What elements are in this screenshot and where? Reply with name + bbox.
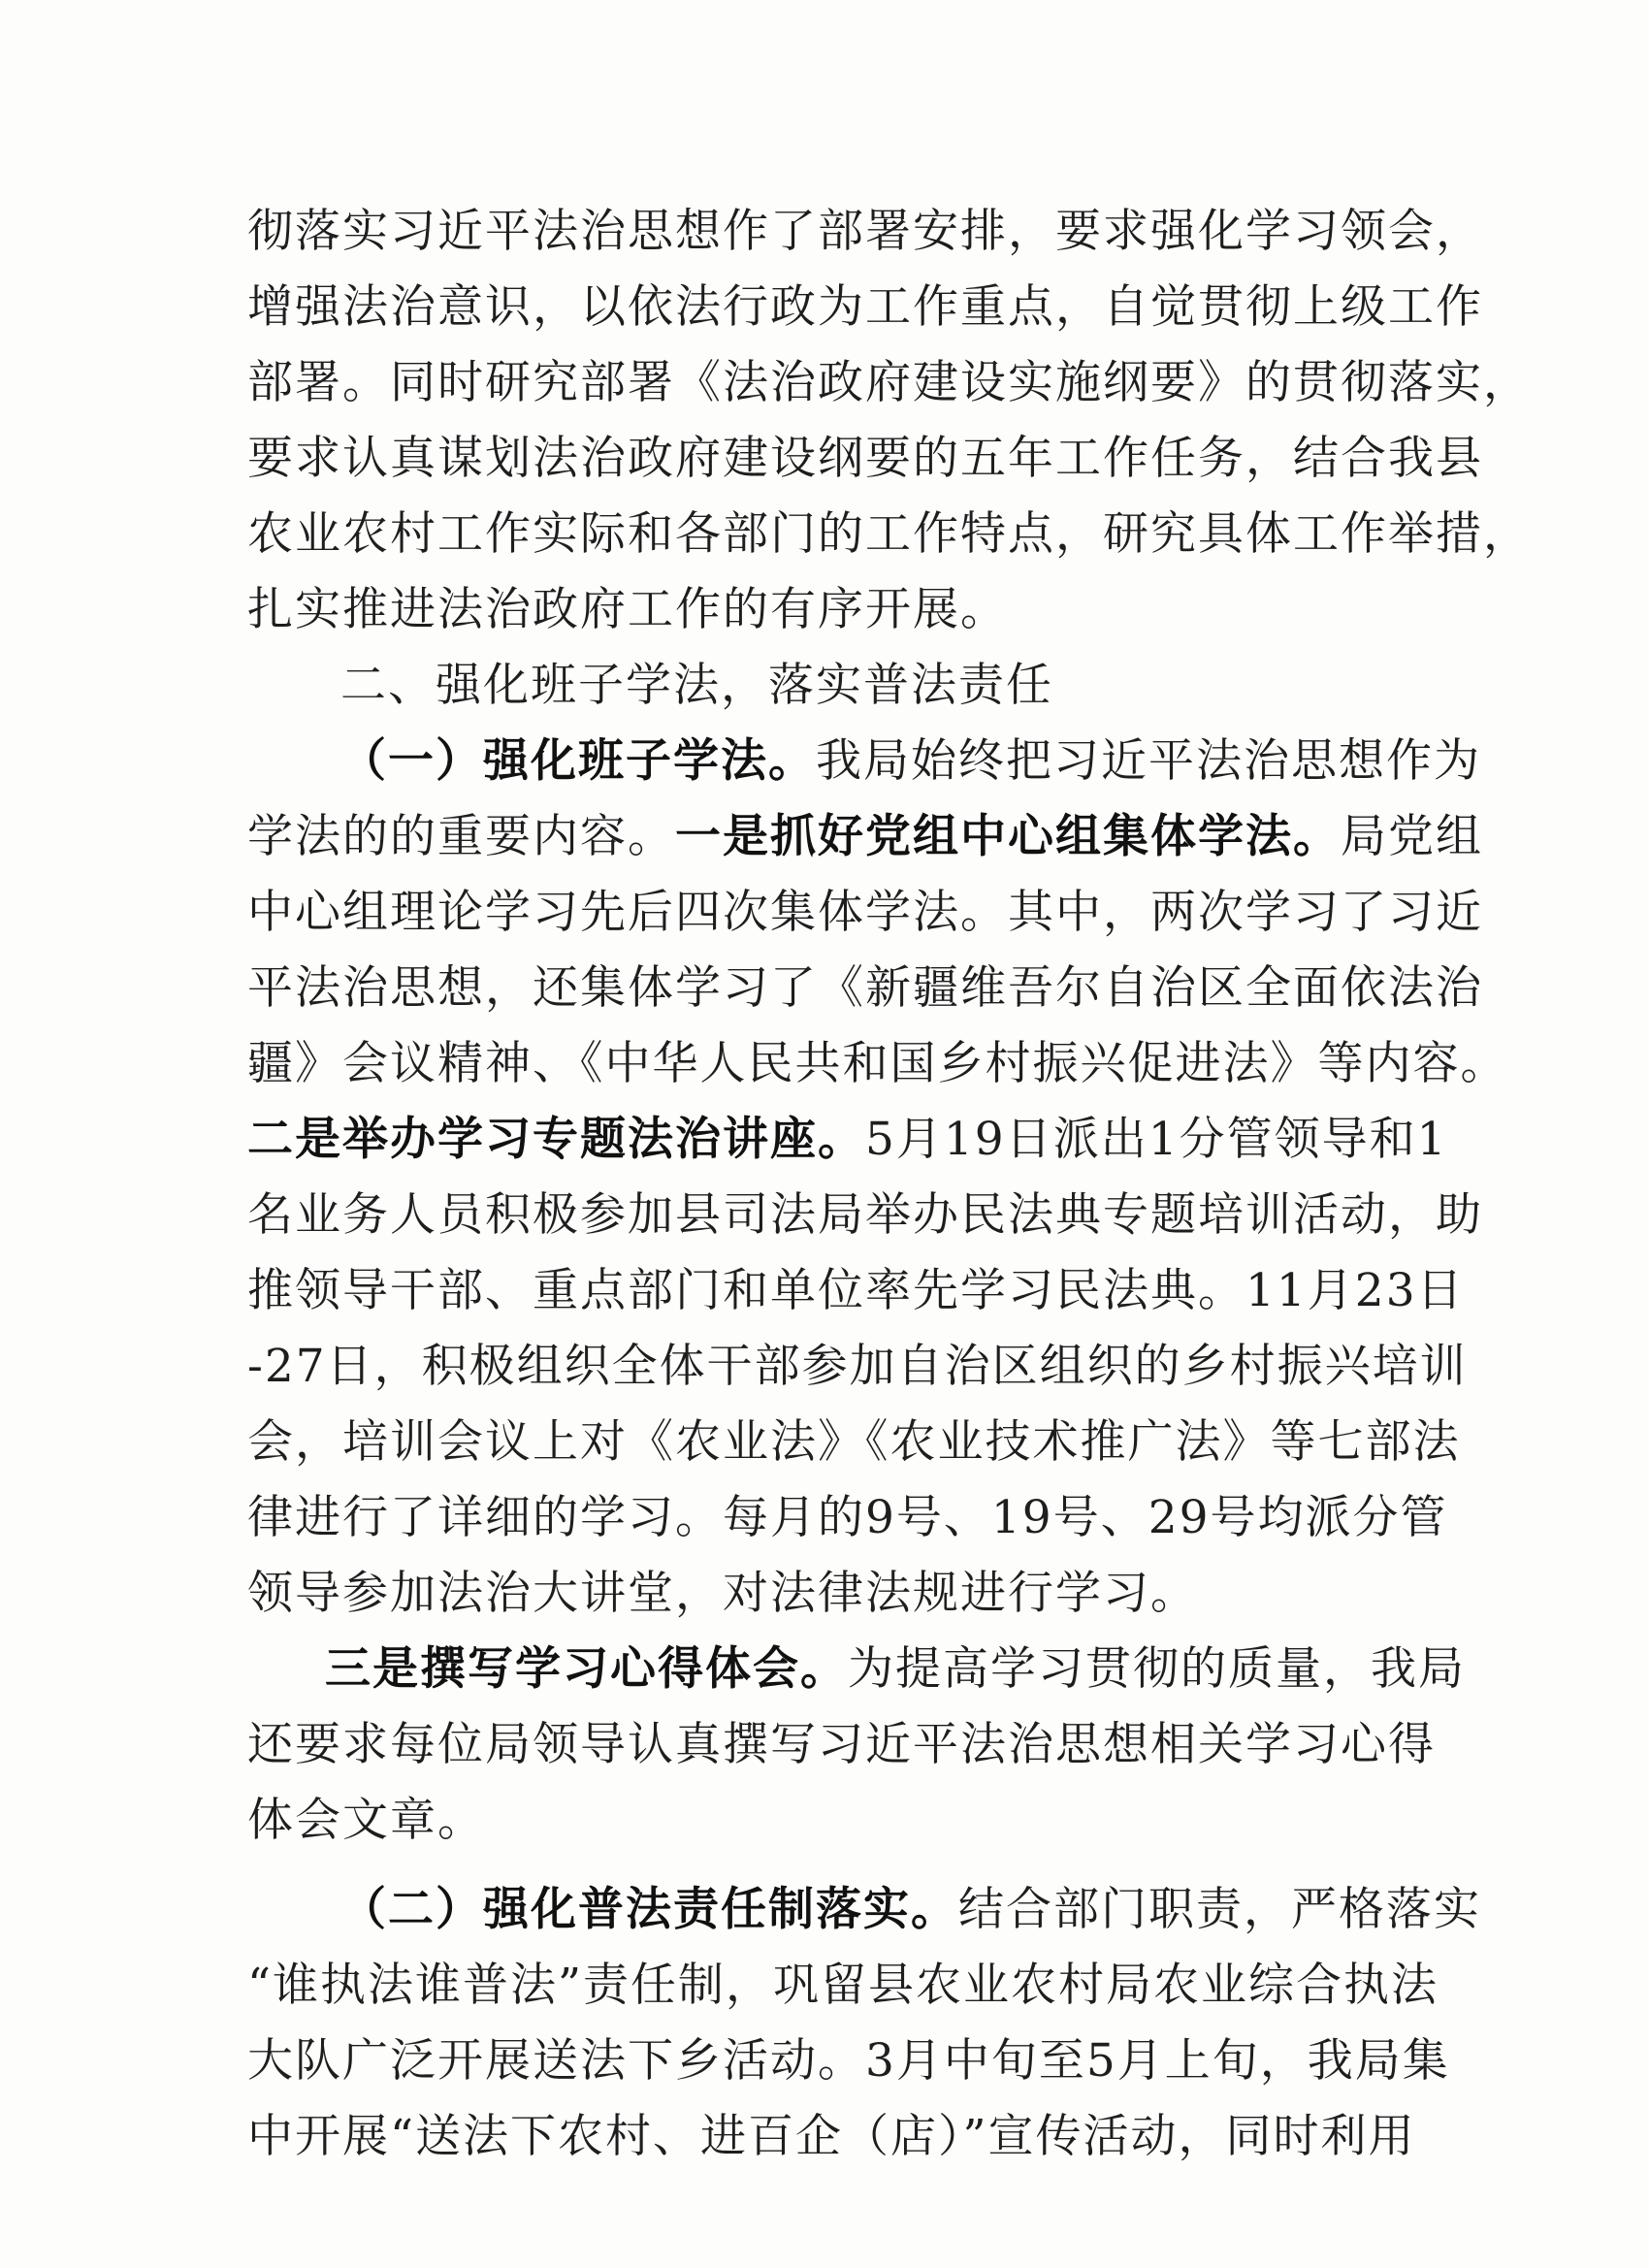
text-line: 还要求每位局领导认真撰写习近平法治思想相关学习心得 [247, 1718, 1436, 1771]
text-line: 农业农村工作实际和各部门的工作特点，研究具体工作举措， [247, 507, 1531, 561]
emphasis: 一是抓好党组中心组集体学法。 [675, 810, 1341, 863]
text-line: 律进行了详细的学习。每月的9号、19号、29号均派分管 [247, 1491, 1448, 1544]
emphasis: 三是撰写学习心得体会。 [325, 1642, 848, 1696]
text-line: 中心组理论学习先后四次集体学法。其中，两次学习了习近 [247, 886, 1483, 939]
text-line: “谁执法谁普法”责任制，巩留县农业农村局农业综合执法 [247, 1959, 1439, 2012]
text-line: 彻落实习近平法治思想作了部署安排，要求强化学习领会， [247, 205, 1483, 258]
text-run: 学法的的重要内容。 [247, 810, 675, 863]
subheading: （二）强化普法责任制落实。 [340, 1883, 958, 1936]
text-line: -27日，积极组织全体干部参加自治区组织的乡村振兴培训 [247, 1340, 1468, 1393]
text-line [247, 1632, 1466, 1707]
text-line: 增强法治意识，以依法行政为工作重点，自觉贯彻上级工作 [247, 280, 1483, 334]
text-line: 中开展“送法下农村、进百企（店）”宣传活动，同时利用 [247, 2110, 1416, 2163]
text-line: 名业务人员积极参加县司法局举办民法典专题培训活动，助 [247, 1188, 1483, 1242]
text-run: 结合部门职责，严格落实 [958, 1883, 1481, 1936]
text-line: 大队广泛开展送法下乡活动。3月中旬至5月上旬，我局集 [247, 2034, 1450, 2088]
text-run: 5月19日派出1分管领导和1 [865, 1113, 1448, 1166]
text-line: 推领导干部、重点部门和单位率先学习民法典。11月23日 [247, 1264, 1465, 1317]
text-line [247, 799, 1483, 875]
subheading: （一）强化班子学法。 [340, 734, 816, 788]
text-line: 疆》会议精神、《中华人民共和国乡村振兴促进法》等内容。 [247, 1037, 1508, 1090]
text-run: 局党组 [1341, 810, 1483, 863]
text-run: 为提高学习贯彻的质量，我局 [848, 1642, 1466, 1696]
document-body [247, 194, 1531, 2175]
section-heading: 二、强化班子学法，落实普法责任 [340, 659, 1053, 712]
text-line: 扎实推进法治政府工作的有序开展。 [247, 583, 1008, 636]
paragraph-gap [247, 1859, 1392, 1872]
text-line: 平法治思想，还集体学习了《新疆维吾尔自治区全面依法治 [247, 961, 1483, 1015]
text-line: 部署。同时研究部署《法治政府建设实施纲要》的贯彻落实， [247, 356, 1531, 409]
emphasis: 二是举办学习专题法治讲座。 [247, 1113, 865, 1166]
text-line: 会，培训会议上对《农业法》《农业技术推广法》等七部法 [247, 1415, 1461, 1469]
text-line [247, 724, 1481, 799]
text-line [247, 1102, 1448, 1178]
text-run: 我局始终把习近平法治思想作为 [816, 734, 1481, 788]
text-line [247, 1872, 1481, 1948]
text-line: 要求认真谋划法治政府建设纲要的五年工作任务，结合我县 [247, 432, 1483, 485]
text-line: 体会文章。 [247, 1794, 485, 1847]
text-line: 领导参加法治大讲堂，对法律法规进行学习。 [247, 1567, 1198, 1620]
